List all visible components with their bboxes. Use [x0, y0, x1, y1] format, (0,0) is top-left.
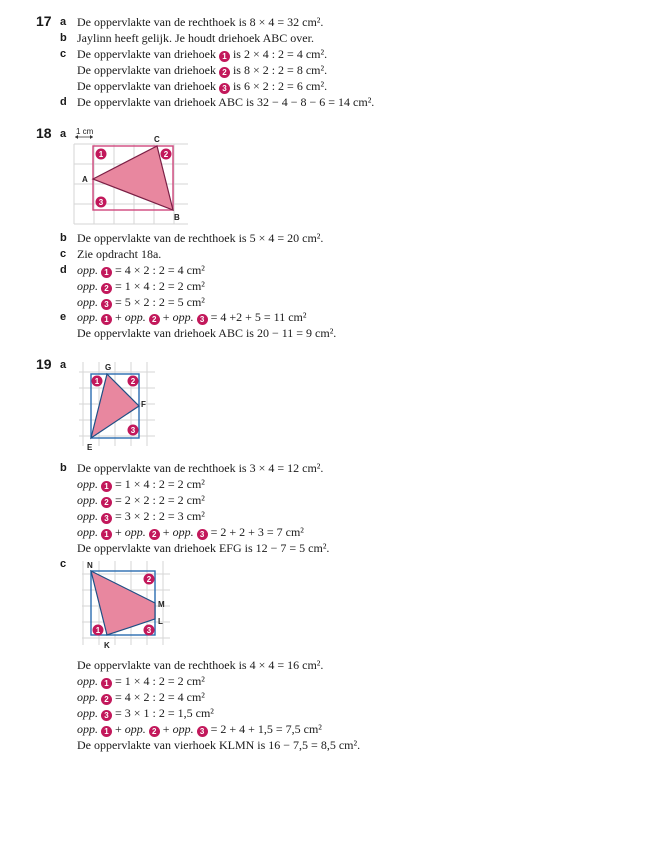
region-number: 2 — [146, 575, 152, 584]
vertex-label: B — [174, 213, 180, 222]
item-letter: a — [60, 128, 67, 140]
vertex-label: N — [87, 561, 93, 570]
vertex-label: K — [104, 641, 110, 650]
item-letter: e — [60, 311, 67, 323]
scale-label: 1 cm — [76, 127, 94, 136]
region-number: 1 — [95, 626, 101, 635]
answer-line: opp. 1 = 1 × 4 : 2 = 2 cm² — [77, 674, 205, 688]
region-number-icon: 1 — [101, 314, 112, 325]
vertex-label: A — [82, 175, 88, 184]
exercise-number: 19 — [36, 356, 52, 372]
answer-line: De oppervlakte van driehoek 1 is 2 × 4 : 2 = 4 cm². — [77, 47, 328, 61]
vertex-label: F — [141, 400, 146, 409]
answer-line: opp. 2 = 1 × 4 : 2 = 2 cm² — [77, 279, 205, 293]
figure-19a — [75, 358, 160, 458]
region-number: 1 — [98, 150, 104, 159]
region-number-icon: 1 — [101, 481, 112, 492]
figure-19c — [78, 557, 178, 655]
region-number-icon: 3 — [197, 726, 208, 737]
region-number: 2 — [130, 377, 136, 386]
item-letter: a — [60, 16, 67, 28]
region-number-icon: 1 — [101, 267, 112, 278]
region-number-icon: 2 — [149, 529, 160, 540]
item-letter: b — [60, 32, 67, 44]
item-letter: b — [60, 232, 67, 244]
answer-line: opp. 2 = 2 × 2 : 2 = 2 cm² — [77, 493, 205, 507]
region-number-icon: 2 — [149, 314, 160, 325]
exercise-number: 17 — [36, 13, 52, 29]
region-number: 3 — [146, 626, 152, 635]
exercise-number: 18 — [36, 125, 52, 141]
answer-line: opp. 1 = 1 × 4 : 2 = 2 cm² — [77, 477, 205, 491]
answer-line: De oppervlakte van de rechthoek is 8 × 4 = 32 cm². — [77, 15, 324, 29]
answer-line: De oppervlakte van de rechthoek is 3 × 4 = 12 cm². — [77, 461, 324, 475]
vertex-label: C — [154, 135, 160, 144]
answer-line: Zie opdracht 18a. — [77, 247, 162, 261]
region-number-icon: 2 — [101, 694, 112, 705]
region-number-icon: 3 — [219, 83, 230, 94]
item-letter: a — [60, 359, 67, 371]
item-letter: d — [60, 96, 67, 108]
region-number: 3 — [98, 198, 104, 207]
region-number-icon: 3 — [101, 513, 112, 524]
answer-line: De oppervlakte van driehoek 3 is 6 × 2 : 2 = 6 cm². — [77, 79, 328, 93]
item-letter: d — [60, 264, 67, 276]
item-letter: b — [60, 462, 67, 474]
answer-line: opp. 1 + opp. 2 + opp. 3 = 4 +2 + 5 = 11 cm² — [77, 310, 307, 324]
vertex-label: L — [158, 617, 163, 626]
region-number-icon: 2 — [101, 497, 112, 508]
region-number-icon: 3 — [101, 299, 112, 310]
answer-line: Jaylinn heeft gelijk. Je houdt driehoek ABC over. — [77, 31, 314, 45]
answer-line: De oppervlakte van de rechthoek is 5 × 4 = 20 cm². — [77, 231, 324, 245]
answer-line: opp. 3 = 3 × 1 : 2 = 1,5 cm² — [77, 706, 214, 720]
answer-line: opp. 1 + opp. 2 + opp. 3 = 2 + 2 + 3 = 7 cm² — [77, 525, 304, 539]
vertex-label: M — [158, 600, 165, 609]
region-number-icon: 1 — [219, 51, 230, 62]
region-number-icon: 2 — [149, 726, 160, 737]
item-letter: c — [60, 248, 67, 260]
region-number-icon: 1 — [101, 678, 112, 689]
region-number: 2 — [163, 150, 169, 159]
answer-line: De oppervlakte van driehoek EFG is 12 − 7 = 5 cm². — [77, 541, 330, 555]
answer-line: De oppervlakte van driehoek 2 is 8 × 2 : 2 = 8 cm². — [77, 63, 328, 77]
region-number-icon: 3 — [197, 529, 208, 540]
region-number: 3 — [130, 426, 136, 435]
vertex-label: G — [105, 363, 112, 372]
figure-18a — [70, 124, 195, 226]
item-letter: c — [60, 558, 67, 570]
region-number-icon: 2 — [219, 67, 230, 78]
answer-line: opp. 1 + opp. 2 + opp. 3 = 2 + 4 + 1,5 = 7,5 cm² — [77, 722, 322, 736]
answer-line: De oppervlakte van driehoek ABC is 20 − 11 = 9 cm². — [77, 326, 337, 340]
answer-line: De oppervlakte van de rechthoek is 4 × 4 = 16 cm². — [77, 658, 324, 672]
region-number-icon: 2 — [101, 283, 112, 294]
answer-line: De oppervlakte van driehoek ABC is 32 − 4 − 8 − 6 = 14 cm². — [77, 95, 375, 109]
answer-line: opp. 3 = 3 × 2 : 2 = 3 cm² — [77, 509, 205, 523]
region-number-icon: 1 — [101, 529, 112, 540]
answer-line: opp. 2 = 4 × 2 : 2 = 4 cm² — [77, 690, 205, 704]
region-number-icon: 1 — [101, 726, 112, 737]
vertex-label: E — [87, 443, 93, 452]
region-number-icon: 3 — [197, 314, 208, 325]
answer-line: De oppervlakte van vierhoek KLMN is 16 − 7,5 = 8,5 cm². — [77, 738, 361, 752]
region-number: 1 — [94, 377, 100, 386]
item-letter: c — [60, 48, 67, 60]
answer-line: opp. 1 = 4 × 2 : 2 = 4 cm² — [77, 263, 205, 277]
region-number-icon: 3 — [101, 710, 112, 721]
answer-line: opp. 3 = 5 × 2 : 2 = 5 cm² — [77, 295, 205, 309]
